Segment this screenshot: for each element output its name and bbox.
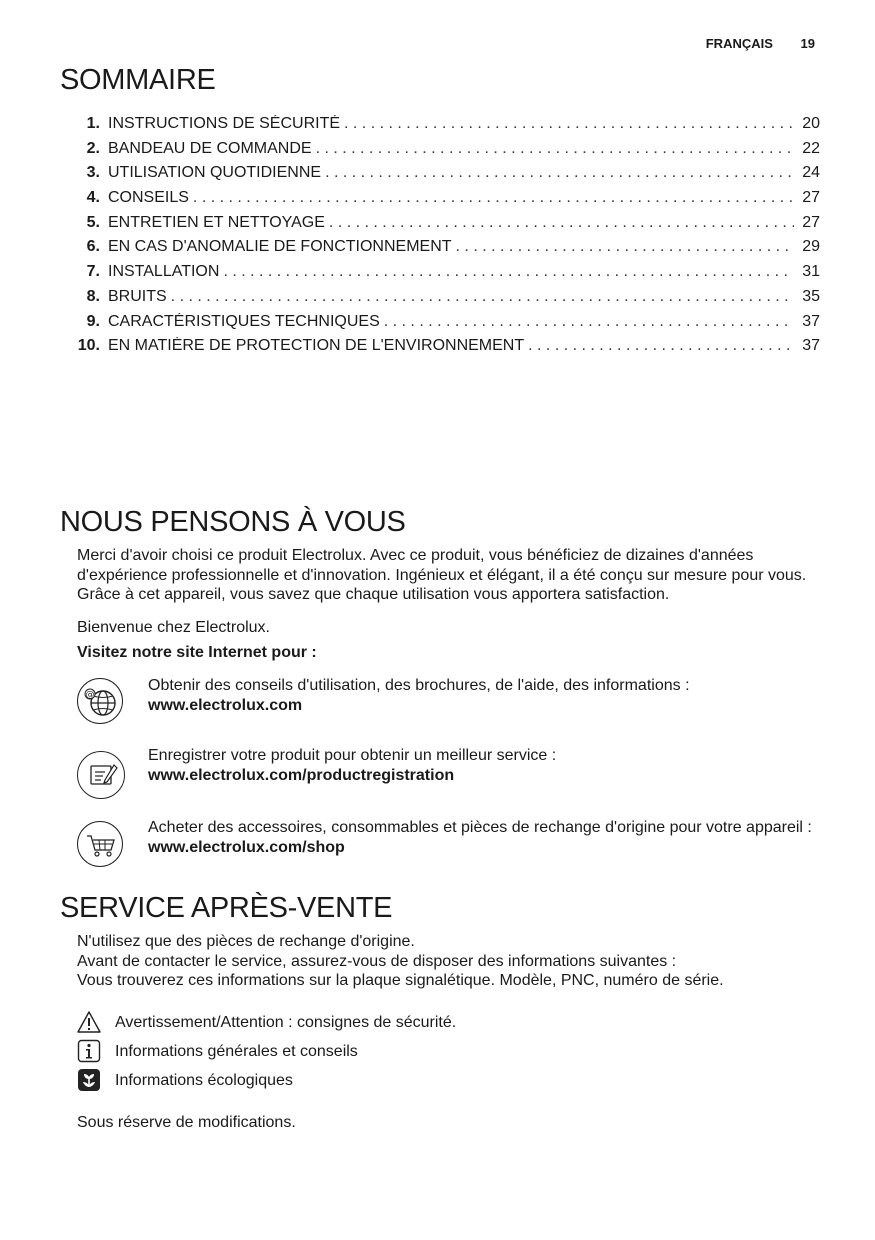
- toc-number: 4.: [86, 189, 100, 207]
- eco-flower-icon: [77, 1068, 101, 1092]
- shopping-cart-icon: [77, 821, 123, 867]
- toc-page-number: 29: [802, 238, 820, 256]
- legend-label-eco: Informations écologiques: [115, 1072, 293, 1089]
- toc-page-number: 27: [802, 189, 820, 207]
- page-header: [706, 36, 815, 51]
- toc-title: UTILISATION QUOTIDIENNE: [108, 164, 322, 182]
- toc-page-number: 22: [802, 139, 820, 157]
- toc-row[interactable]: [72, 238, 820, 263]
- svg-text:@: @: [85, 690, 95, 700]
- legend-label-warning: Avertissement/Attention : consignes de sécurité.: [115, 1014, 457, 1031]
- service-line-2: Avant de contacter le service, assurez-vous de disposer des informations suivantes :: [77, 952, 677, 970]
- legend-label-info: Informations générales et conseils: [115, 1043, 358, 1060]
- toc-row[interactable]: [72, 164, 820, 189]
- toc-row[interactable]: [72, 337, 820, 362]
- toc-title: INSTRUCTIONS DE SÉCURITÉ: [108, 115, 341, 132]
- toc-row[interactable]: [72, 288, 820, 313]
- toc-row[interactable]: [72, 140, 820, 165]
- toc-title: BRUITS: [108, 287, 167, 305]
- toc-number: 5.: [86, 213, 100, 231]
- toc-title: CARACTÉRISTIQUES TECHNIQUES: [108, 312, 380, 330]
- toc-title: INSTALLATION: [108, 263, 220, 281]
- toc-leader-dots: [193, 189, 794, 207]
- toc-leader-dots: [329, 214, 794, 232]
- nous-pensons-heading: NOUS PENSONS À VOUS: [60, 506, 406, 538]
- page-number: 19: [800, 36, 815, 51]
- welcome-text: Bienvenue chez Electrolux.: [77, 619, 270, 636]
- toc-page-number: 27: [802, 213, 820, 231]
- toc-leader-dots: [171, 288, 794, 306]
- toc-page-number: 20: [802, 115, 820, 132]
- toc-number: 10.: [77, 337, 100, 355]
- service-line-3: Vous trouverez ces informations sur la plaque signalétique. Modèle, PNC, numéro de série.: [77, 972, 724, 989]
- link-description: Enregistrer votre produit pour obtenir un meilleur service :: [148, 747, 557, 764]
- link-text-shop: [148, 818, 828, 857]
- language-label: FRANÇAIS: [705, 36, 773, 51]
- sommaire-heading: SOMMAIRE: [60, 64, 216, 96]
- toc-row[interactable]: [72, 189, 820, 214]
- legend-row-info: [77, 1039, 677, 1065]
- toc-page-number: 37: [802, 337, 820, 355]
- legend-row-warning: [77, 1010, 677, 1036]
- toc-leader-dots: [325, 164, 794, 182]
- toc-number: 9.: [86, 312, 100, 330]
- toc-leader-dots: [316, 140, 794, 158]
- intro-paragraph: Merci d'avoir choisi ce produit Electrolux. Avec ce produit, vous bénéficiez de dizaines d'années d'expérience professionnelle et d'innovation. Ingénieux et élégant, il a été conçu sur mesure pour vous. Grâce à cet appareil, vous savez que chaque utilisation vous apportera satisfaction.: [77, 547, 807, 603]
- toc-number: 6.: [86, 238, 100, 256]
- table-of-contents: [72, 115, 820, 362]
- toc-title: EN MATIÈRE DE PROTECTION DE L'ENVIRONNEMENT: [108, 337, 525, 355]
- toc-row[interactable]: [72, 313, 820, 338]
- visit-label: Visitez notre site Internet pour :: [77, 644, 317, 661]
- toc-title: CONSEILS: [108, 189, 189, 207]
- globe-at-icon: [77, 678, 123, 724]
- warning-triangle-icon: [77, 1010, 101, 1034]
- modification-note: Sous réserve de modifications.: [77, 1114, 296, 1131]
- toc-title: EN CAS D'ANOMALIE DE FONCTIONNEMENT: [108, 238, 452, 256]
- toc-leader-dots: [456, 238, 794, 256]
- link-description: Acheter des accessoires, consommables et pièces de rechange d'origine pour votre appareil :: [148, 819, 812, 836]
- toc-leader-dots: [528, 337, 794, 355]
- service-paragraph: [77, 932, 837, 991]
- toc-page-number: 24: [802, 164, 820, 182]
- toc-number: 2.: [86, 139, 100, 157]
- url-shop[interactable]: www.electrolux.com/shop: [148, 838, 345, 856]
- toc-number: 1.: [86, 115, 100, 132]
- registration-form-icon: [77, 751, 125, 799]
- toc-number: 7.: [86, 263, 100, 281]
- link-text-registration: [148, 746, 828, 785]
- toc-row[interactable]: [72, 263, 820, 288]
- toc-number: 3.: [86, 164, 100, 182]
- toc-page-number: 37: [802, 312, 820, 330]
- toc-page-number: 35: [802, 287, 820, 305]
- legend-row-eco: [77, 1068, 677, 1094]
- service-heading: SERVICE APRÈS-VENTE: [60, 892, 393, 924]
- toc-leader-dots: [223, 263, 794, 281]
- toc-row[interactable]: [72, 214, 820, 239]
- link-description: Obtenir des conseils d'utilisation, des brochures, de l'aide, des informations :: [148, 677, 690, 694]
- info-icon: [77, 1039, 101, 1063]
- toc-number: 8.: [86, 287, 100, 305]
- toc-leader-dots: [344, 115, 794, 133]
- url-productregistration[interactable]: www.electrolux.com/productregistration: [148, 766, 455, 784]
- url-electrolux[interactable]: www.electrolux.com: [148, 696, 303, 714]
- toc-title: BANDEAU DE COMMANDE: [108, 139, 312, 157]
- toc-title: ENTRETIEN ET NETTOYAGE: [108, 213, 325, 231]
- toc-row[interactable]: [72, 115, 820, 140]
- toc-leader-dots: [384, 313, 794, 331]
- link-text-info: [148, 676, 828, 715]
- toc-page-number: 31: [802, 263, 820, 281]
- service-line-1: N'utilisez que des pièces de rechange d'origine.: [77, 933, 415, 950]
